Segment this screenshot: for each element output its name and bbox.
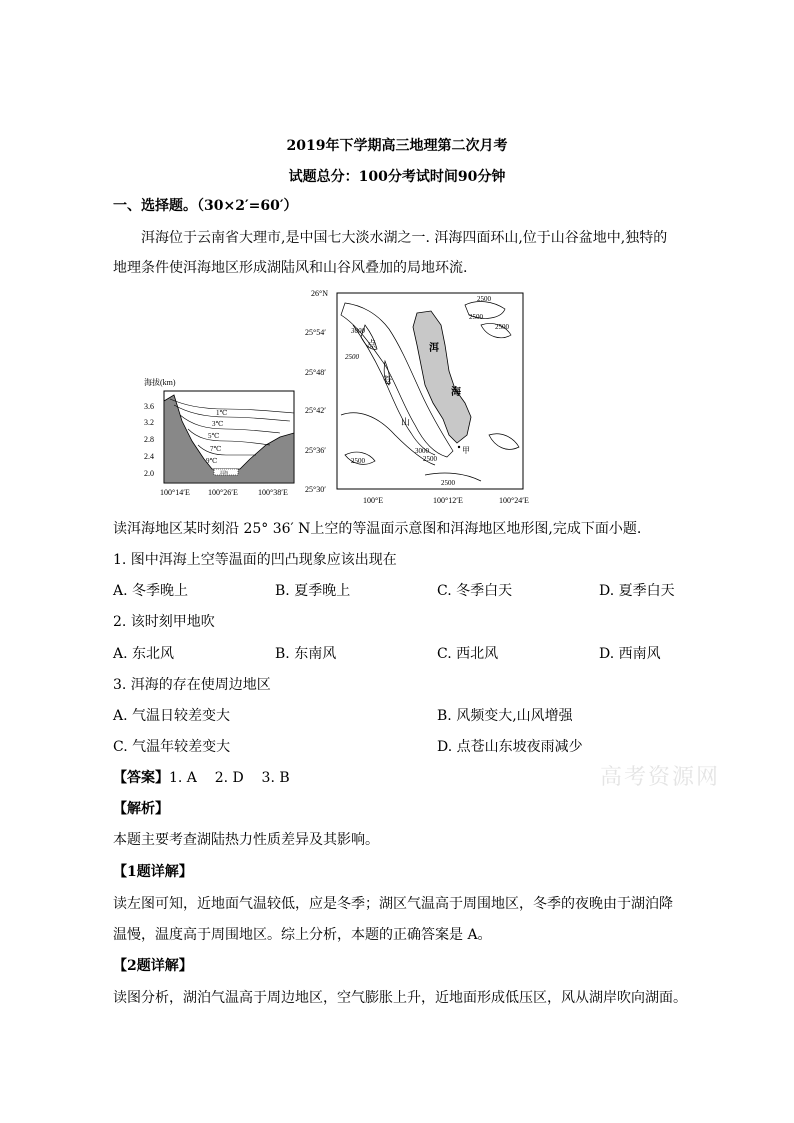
xtick-100-26: 100°26′E <box>208 488 238 497</box>
q1-option-a: A. 冬季晚上 <box>113 583 189 599</box>
contour-label-2: 2500 <box>469 313 483 321</box>
figure-caption: 读洱海地区某时刻沿 25° 36′ N上空的等温面示意图和洱海地区地形图,完成下面小题. <box>113 521 642 537</box>
contour-label-1: 2500 <box>477 295 491 303</box>
contour-label-3: 2500 <box>495 323 509 331</box>
map-xtick-100-24e: 100°24′E <box>499 496 529 505</box>
point-jia-marker <box>458 446 460 448</box>
analysis-label: 【解析】 <box>113 801 169 817</box>
isotherm-label-3: 3℃ <box>212 420 224 428</box>
ytick-3-6: 3.6 <box>144 402 154 411</box>
detail-1-line-2: 温慢，温度高于周围地区。综上分析，本题的正确答案是 A。 <box>113 927 492 943</box>
ytick-2-4: 2.4 <box>144 452 154 461</box>
isotherm-cross-section-figure <box>140 375 300 500</box>
q1-option-b: B. 夏季晚上 <box>275 583 351 599</box>
ytick-3-2: 3.2 <box>144 418 154 427</box>
map-ytick-25-54: 25°54′ <box>305 328 326 337</box>
place-label-cang: 苍 <box>383 375 393 385</box>
lake-label-hai: 海 <box>451 387 461 398</box>
question-1-stem: 1. 图中洱海上空等温面的凹凸现象应该出现在 <box>113 552 397 568</box>
place-label-shan: 山 <box>401 417 411 427</box>
lake-label-er: 洱 <box>429 343 439 354</box>
xtick-100-14: 100°14′E <box>160 488 190 497</box>
q2-option-b: B. 东南风 <box>275 646 337 662</box>
section-heading: 一、选择题。（30×2′=60′） <box>113 198 298 214</box>
detail-1-line-1: 读左图可知，近地面气温较低，应是冬季；湖区气温高于周围地区，冬季的夜晚由于湖泊降 <box>113 896 673 912</box>
q3-option-d: D. 点苍山东坡夜雨减少 <box>437 739 583 755</box>
xtick-100-38: 100°38′E <box>258 488 288 497</box>
contour-label-8: 2500 <box>351 457 365 465</box>
map-xtick-100-12e: 100°12′E <box>433 496 463 505</box>
contour-label-7: 2500 <box>423 455 437 463</box>
isotherm-label-9: 9℃ <box>206 457 218 465</box>
watermark: 高考资源网 <box>600 765 721 790</box>
exam-subtitle: 试题总分：100分考试时间90分钟 <box>288 169 506 185</box>
lake-label-left: 洱海 <box>220 470 228 475</box>
terrain-contour-map-figure <box>305 285 537 507</box>
question-2-stem: 2. 该时刻甲地吹 <box>113 614 215 630</box>
q1-option-c: C. 冬季白天 <box>437 583 513 599</box>
q2-option-d: D. 西南风 <box>599 646 661 662</box>
intro-line-1: 洱海位于云南省大理市,是中国七大淡水湖之一. 洱海四面环山,位于山谷盆地中,独特的 <box>141 230 668 246</box>
map-xtick-100e: 100°E <box>363 496 384 505</box>
q1-option-d: D. 夏季白天 <box>599 583 675 599</box>
q3-option-a: A. 气温日较差变大 <box>113 708 231 724</box>
q3-option-c: C. 气温年较差变大 <box>113 739 231 755</box>
figure-left-ylabel: 海拔(km) <box>144 378 176 387</box>
answer-row <box>113 768 290 788</box>
isotherm-label-5: 5℃ <box>208 432 220 440</box>
ytick-2-0: 2.0 <box>144 469 154 478</box>
q2-option-c: C. 西北风 <box>437 646 499 662</box>
q2-option-a: A. 东北风 <box>113 646 175 662</box>
contour-label-4: 3000 <box>351 327 365 335</box>
answer-label: 【答案】 <box>113 770 169 786</box>
contour-label-5: 2500 <box>345 353 359 361</box>
point-label-jia: 甲 <box>462 446 470 455</box>
analysis-text: 本题主要考查湖陆热力性质差异及其影响。 <box>113 832 379 848</box>
isotherm-label-7: 7℃ <box>210 445 222 453</box>
contour-label-6: 3000 <box>415 447 429 455</box>
isotherm-label-1: 1℃ <box>216 409 228 417</box>
contour-label-9: 2500 <box>441 479 455 487</box>
question-3-stem: 3. 洱海的存在使周边地区 <box>113 677 271 693</box>
q3-option-b: B. 风频变大,山风增强 <box>437 708 573 724</box>
map-ytick-25-42: 25°42′ <box>305 406 326 415</box>
place-label-dian: 点 <box>367 339 377 349</box>
detail-1-label: 【1题详解】 <box>113 864 193 880</box>
intro-line-2: 地理条件使洱海地区形成湖陆风和山谷风叠加的局地环流. <box>113 260 468 276</box>
map-ytick-25-36: 25°36′ <box>305 446 326 455</box>
ytick-2-8: 2.8 <box>144 435 154 444</box>
detail-2-line-1: 读图分析，湖泊气温高于周边地区，空气膨胀上升，近地面形成低压区，风从湖岸吹向湖面。 <box>113 990 687 1006</box>
map-ytick-25-48: 25°48′ <box>305 368 326 377</box>
exam-title: 2019年下学期高三地理第二次月考 <box>286 138 508 154</box>
answer-values: 1. A 2. D 3. B <box>169 770 290 786</box>
detail-2-label: 【2题详解】 <box>113 958 193 974</box>
map-ytick-26n: 26°N <box>311 289 328 298</box>
map-ytick-25-30: 25°30′ <box>305 485 326 494</box>
